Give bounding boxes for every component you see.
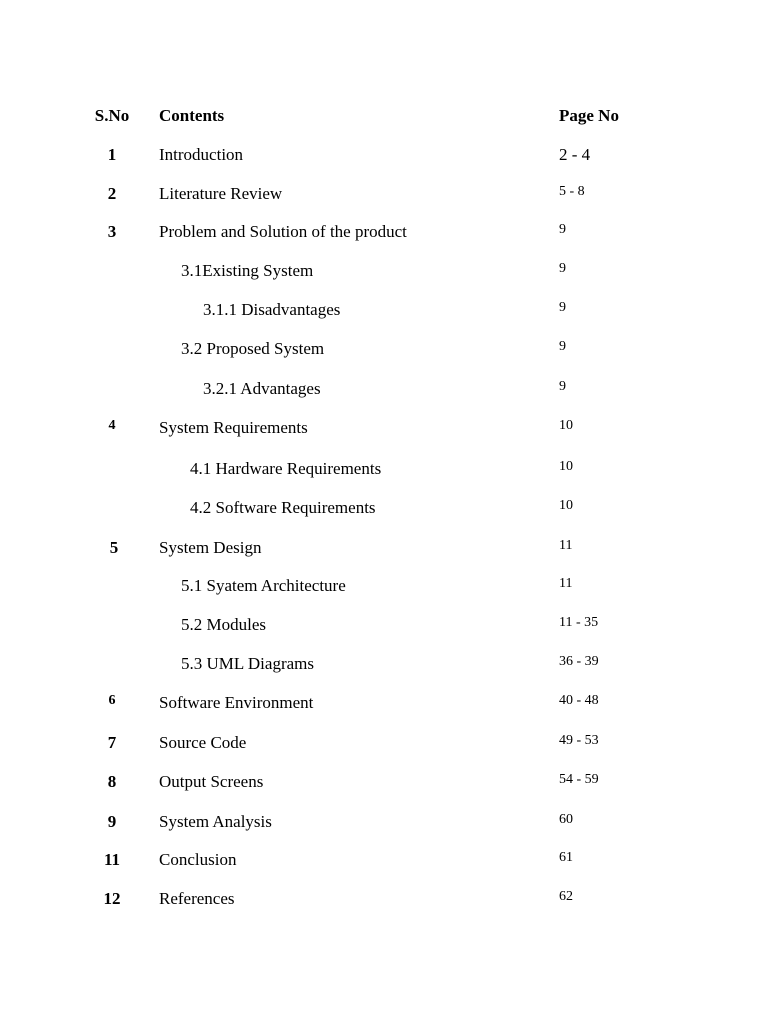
toc-row-pages: 9 bbox=[559, 261, 566, 276]
toc-subrow bbox=[0, 654, 768, 684]
toc-row-title: References bbox=[159, 889, 235, 908]
toc-row-pages: 2 - 4 bbox=[559, 145, 591, 164]
toc-row-title: Introduction bbox=[159, 145, 244, 164]
header-sno: S.No bbox=[94, 106, 130, 125]
toc-row-title: System Requirements bbox=[159, 418, 308, 437]
toc-row-pages: 49 - 53 bbox=[559, 733, 599, 748]
toc-row bbox=[0, 538, 768, 568]
toc-row-pages: 40 - 48 bbox=[559, 693, 599, 708]
toc-row-title: 3.1.1 Disadvantages bbox=[203, 300, 341, 319]
toc-row-title: System Analysis bbox=[159, 812, 272, 831]
toc-subrow bbox=[0, 459, 768, 489]
toc-row-pages: 11 - 35 bbox=[559, 615, 599, 630]
toc-row bbox=[0, 693, 768, 723]
toc-subrow bbox=[0, 615, 768, 645]
toc-row-pages: 61 bbox=[559, 850, 573, 865]
toc-row-sno: 12 bbox=[103, 889, 121, 908]
toc-row-title: 3.1Existing System bbox=[181, 261, 314, 280]
toc-row-title: Problem and Solution of the product bbox=[159, 222, 407, 241]
toc-row-pages: 9 bbox=[559, 339, 566, 354]
toc-row-sno: 4 bbox=[108, 418, 116, 433]
toc-row-sno: 7 bbox=[107, 733, 117, 752]
toc-row-title: 5.3 UML Diagrams bbox=[181, 654, 314, 673]
toc-row-pages: 9 bbox=[559, 300, 566, 315]
toc-row-title: Literature Review bbox=[159, 184, 283, 203]
toc-row bbox=[0, 850, 768, 880]
toc-row-title: System Design bbox=[159, 538, 262, 557]
toc-row bbox=[0, 222, 768, 252]
toc-row-sno: 2 bbox=[107, 184, 117, 203]
toc-row-pages: 10 bbox=[559, 459, 573, 474]
toc-row-sno: 5 bbox=[109, 538, 119, 557]
toc-row-title: 4.2 Software Requirements bbox=[190, 498, 376, 517]
toc-row-title: Software Environment bbox=[159, 693, 314, 712]
toc-row-title: Source Code bbox=[159, 733, 247, 752]
toc-row-sno: 6 bbox=[108, 693, 116, 708]
toc-row-pages: 10 bbox=[559, 418, 573, 433]
toc-row-pages: 36 - 39 bbox=[559, 654, 599, 669]
toc-subrow bbox=[0, 379, 768, 409]
toc-header-row bbox=[0, 106, 768, 136]
toc-subrow bbox=[0, 498, 768, 528]
toc-row bbox=[0, 733, 768, 763]
toc-row-title: 3.2 Proposed System bbox=[181, 339, 325, 358]
toc-row-pages: 5 - 8 bbox=[559, 184, 585, 199]
toc-row-pages: 60 bbox=[559, 812, 573, 827]
header-page-no: Page No bbox=[559, 106, 619, 125]
toc-row-pages: 54 - 59 bbox=[559, 772, 599, 787]
toc-row bbox=[0, 889, 768, 919]
toc-row-pages: 11 bbox=[559, 538, 573, 553]
toc-row-pages: 62 bbox=[559, 889, 573, 904]
toc-subrow bbox=[0, 300, 768, 330]
toc-row bbox=[0, 772, 768, 802]
toc-row-title: 5.2 Modules bbox=[181, 615, 266, 634]
toc-row-title: Output Screens bbox=[159, 772, 264, 791]
toc-row bbox=[0, 184, 768, 214]
toc-row-sno: 8 bbox=[107, 772, 117, 791]
toc-row bbox=[0, 145, 768, 175]
toc-row-sno: 1 bbox=[107, 145, 117, 164]
toc-row-pages: 10 bbox=[559, 498, 573, 513]
header-contents: Contents bbox=[159, 106, 225, 125]
toc-row-title: 5.1 Syatem Architecture bbox=[181, 576, 346, 595]
toc-subrow bbox=[0, 261, 768, 291]
toc-row-sno: 9 bbox=[107, 812, 117, 831]
toc-row-title: 4.1 Hardware Requirements bbox=[190, 459, 382, 478]
toc-row-pages: 9 bbox=[559, 379, 566, 394]
toc-row-pages: 11 bbox=[559, 576, 573, 591]
toc-row-title: 3.2.1 Advantages bbox=[203, 379, 321, 398]
toc-row-pages: 9 bbox=[559, 222, 566, 237]
toc-subrow bbox=[0, 339, 768, 369]
toc-subrow bbox=[0, 576, 768, 606]
toc-row-sno: 11 bbox=[103, 850, 121, 869]
toc-row-sno: 3 bbox=[107, 222, 117, 241]
toc-row bbox=[0, 418, 768, 448]
toc-row bbox=[0, 812, 768, 842]
toc-row-title: Conclusion bbox=[159, 850, 237, 869]
